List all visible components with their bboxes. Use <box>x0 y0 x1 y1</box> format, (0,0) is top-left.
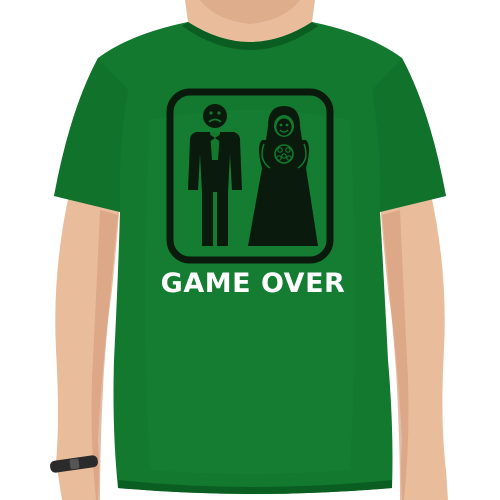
print-caption: GAME OVER <box>160 268 346 299</box>
